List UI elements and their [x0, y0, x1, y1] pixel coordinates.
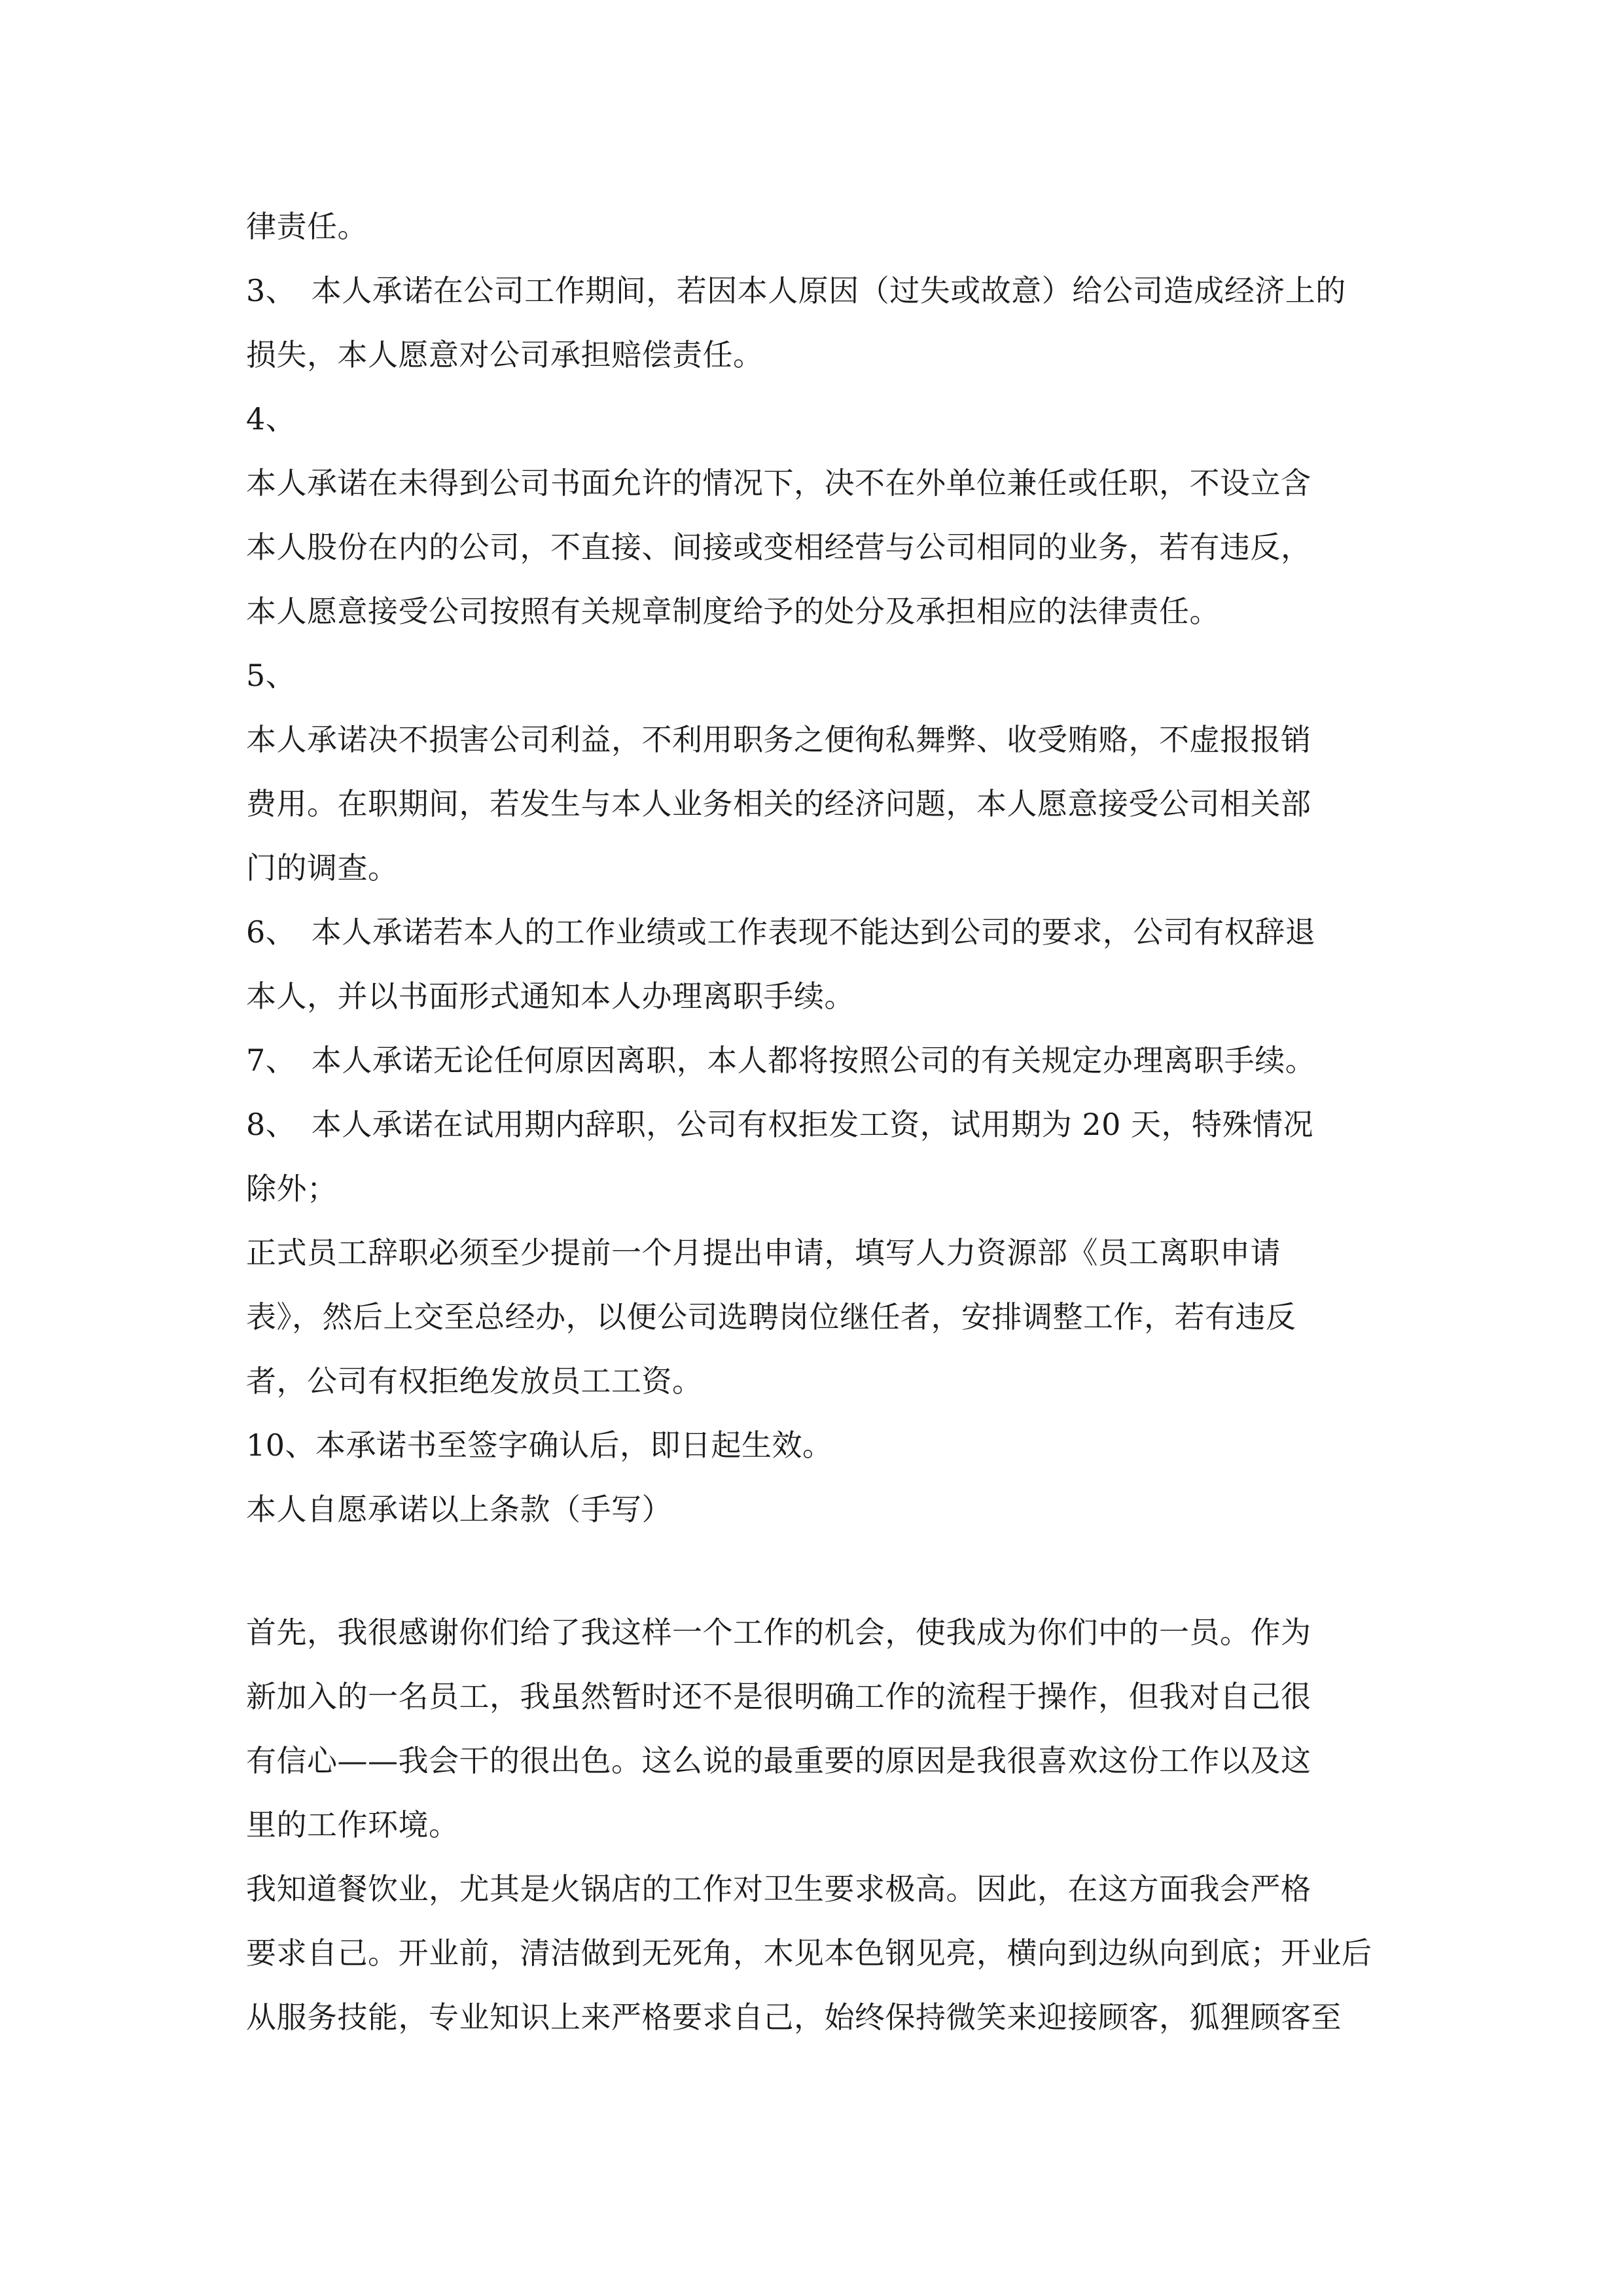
text-line: 6、 本人承诺若本人的工作业绩或工作表现不能达到公司的要求，公司有权辞退 [246, 914, 1316, 950]
text-line: 我知道餐饮业，尤其是火锅店的工作对卫生要求极高。因此，在这方面我会严格 [246, 1871, 1311, 1907]
text-line: 首先，我很感谢你们给了我这样一个工作的机会，使我成为你们中的一员。作为 [246, 1615, 1311, 1650]
text-line: 费用。在职期间，若发生与本人业务相关的经济问题，本人愿意接受公司相关部 [246, 786, 1311, 821]
text-line: 除外； [246, 1171, 338, 1206]
text-line: 本人愿意接受公司按照有关规章制度给予的处分及承担相应的法律责任。 [246, 594, 1220, 629]
text-line: 从服务技能，专业知识上来严格要求自己，始终保持微笑来迎接顾客，狐狸顾客至 [246, 2000, 1342, 2035]
text-line: 里的工作环境。 [246, 1807, 459, 1842]
text-line: 本人承诺在未得到公司书面允许的情况下，决不在外单位兼任或任职，不设立含 [246, 465, 1311, 501]
text-line: 者，公司有权拒绝发放员工工资。 [246, 1363, 703, 1399]
text-line: 本人股份在内的公司，不直接、间接或变相经营与公司相同的业务，若有违反， [246, 529, 1311, 565]
text-line: 律责任。 [246, 209, 368, 244]
text-line: 新加入的一名员工，我虽然暂时还不是很明确工作的流程于操作，但我对自己很 [246, 1679, 1311, 1714]
text-line: 10、本承诺书至签字确认后，即日起生效。 [246, 1427, 833, 1463]
text-line: 4、 [246, 401, 296, 437]
text-line: 正式员工辞职必须至少提前一个月提出申请，填写人力资源部《员工离职申请 [246, 1235, 1281, 1270]
text-line: 本人自愿承诺以上条款（手写） [246, 1492, 672, 1527]
text-line: 7、 本人承诺无论任何原因离职，本人都将按照公司的有关规定办理离职手续。 [246, 1043, 1316, 1078]
text-line: 表》，然后上交至总经办，以便公司选聘岗位继任者，安排调整工作，若有违反 [246, 1299, 1296, 1335]
text-line: 3、 本人承诺在公司工作期间，若因本人原因（过失或故意）给公司造成经济上的 [246, 273, 1346, 308]
text-line: 门的调查。 [246, 850, 399, 886]
text-line: 本人承诺决不损害公司利益，不利用职务之便徇私舞弊、收受贿赂，不虚报报销 [246, 722, 1311, 757]
text-line: 要求自己。开业前，清洁做到无死角，木见本色钢见亮，横向到边纵向到底；开业后 [246, 1935, 1372, 1971]
text-line: 5、 [246, 658, 296, 693]
text-line: 8、 本人承诺在试用期内辞职，公司有权拒发工资，试用期为 20 天，特殊情况 [246, 1107, 1314, 1142]
text-line: 损失，本人愿意对公司承担赔偿责任。 [246, 337, 764, 372]
text-line: 有信心——我会干的很出色。这么说的最重要的原因是我很喜欢这份工作以及这 [246, 1743, 1311, 1778]
text-line: 本人，并以书面形式通知本人办理离职手续。 [246, 978, 855, 1014]
